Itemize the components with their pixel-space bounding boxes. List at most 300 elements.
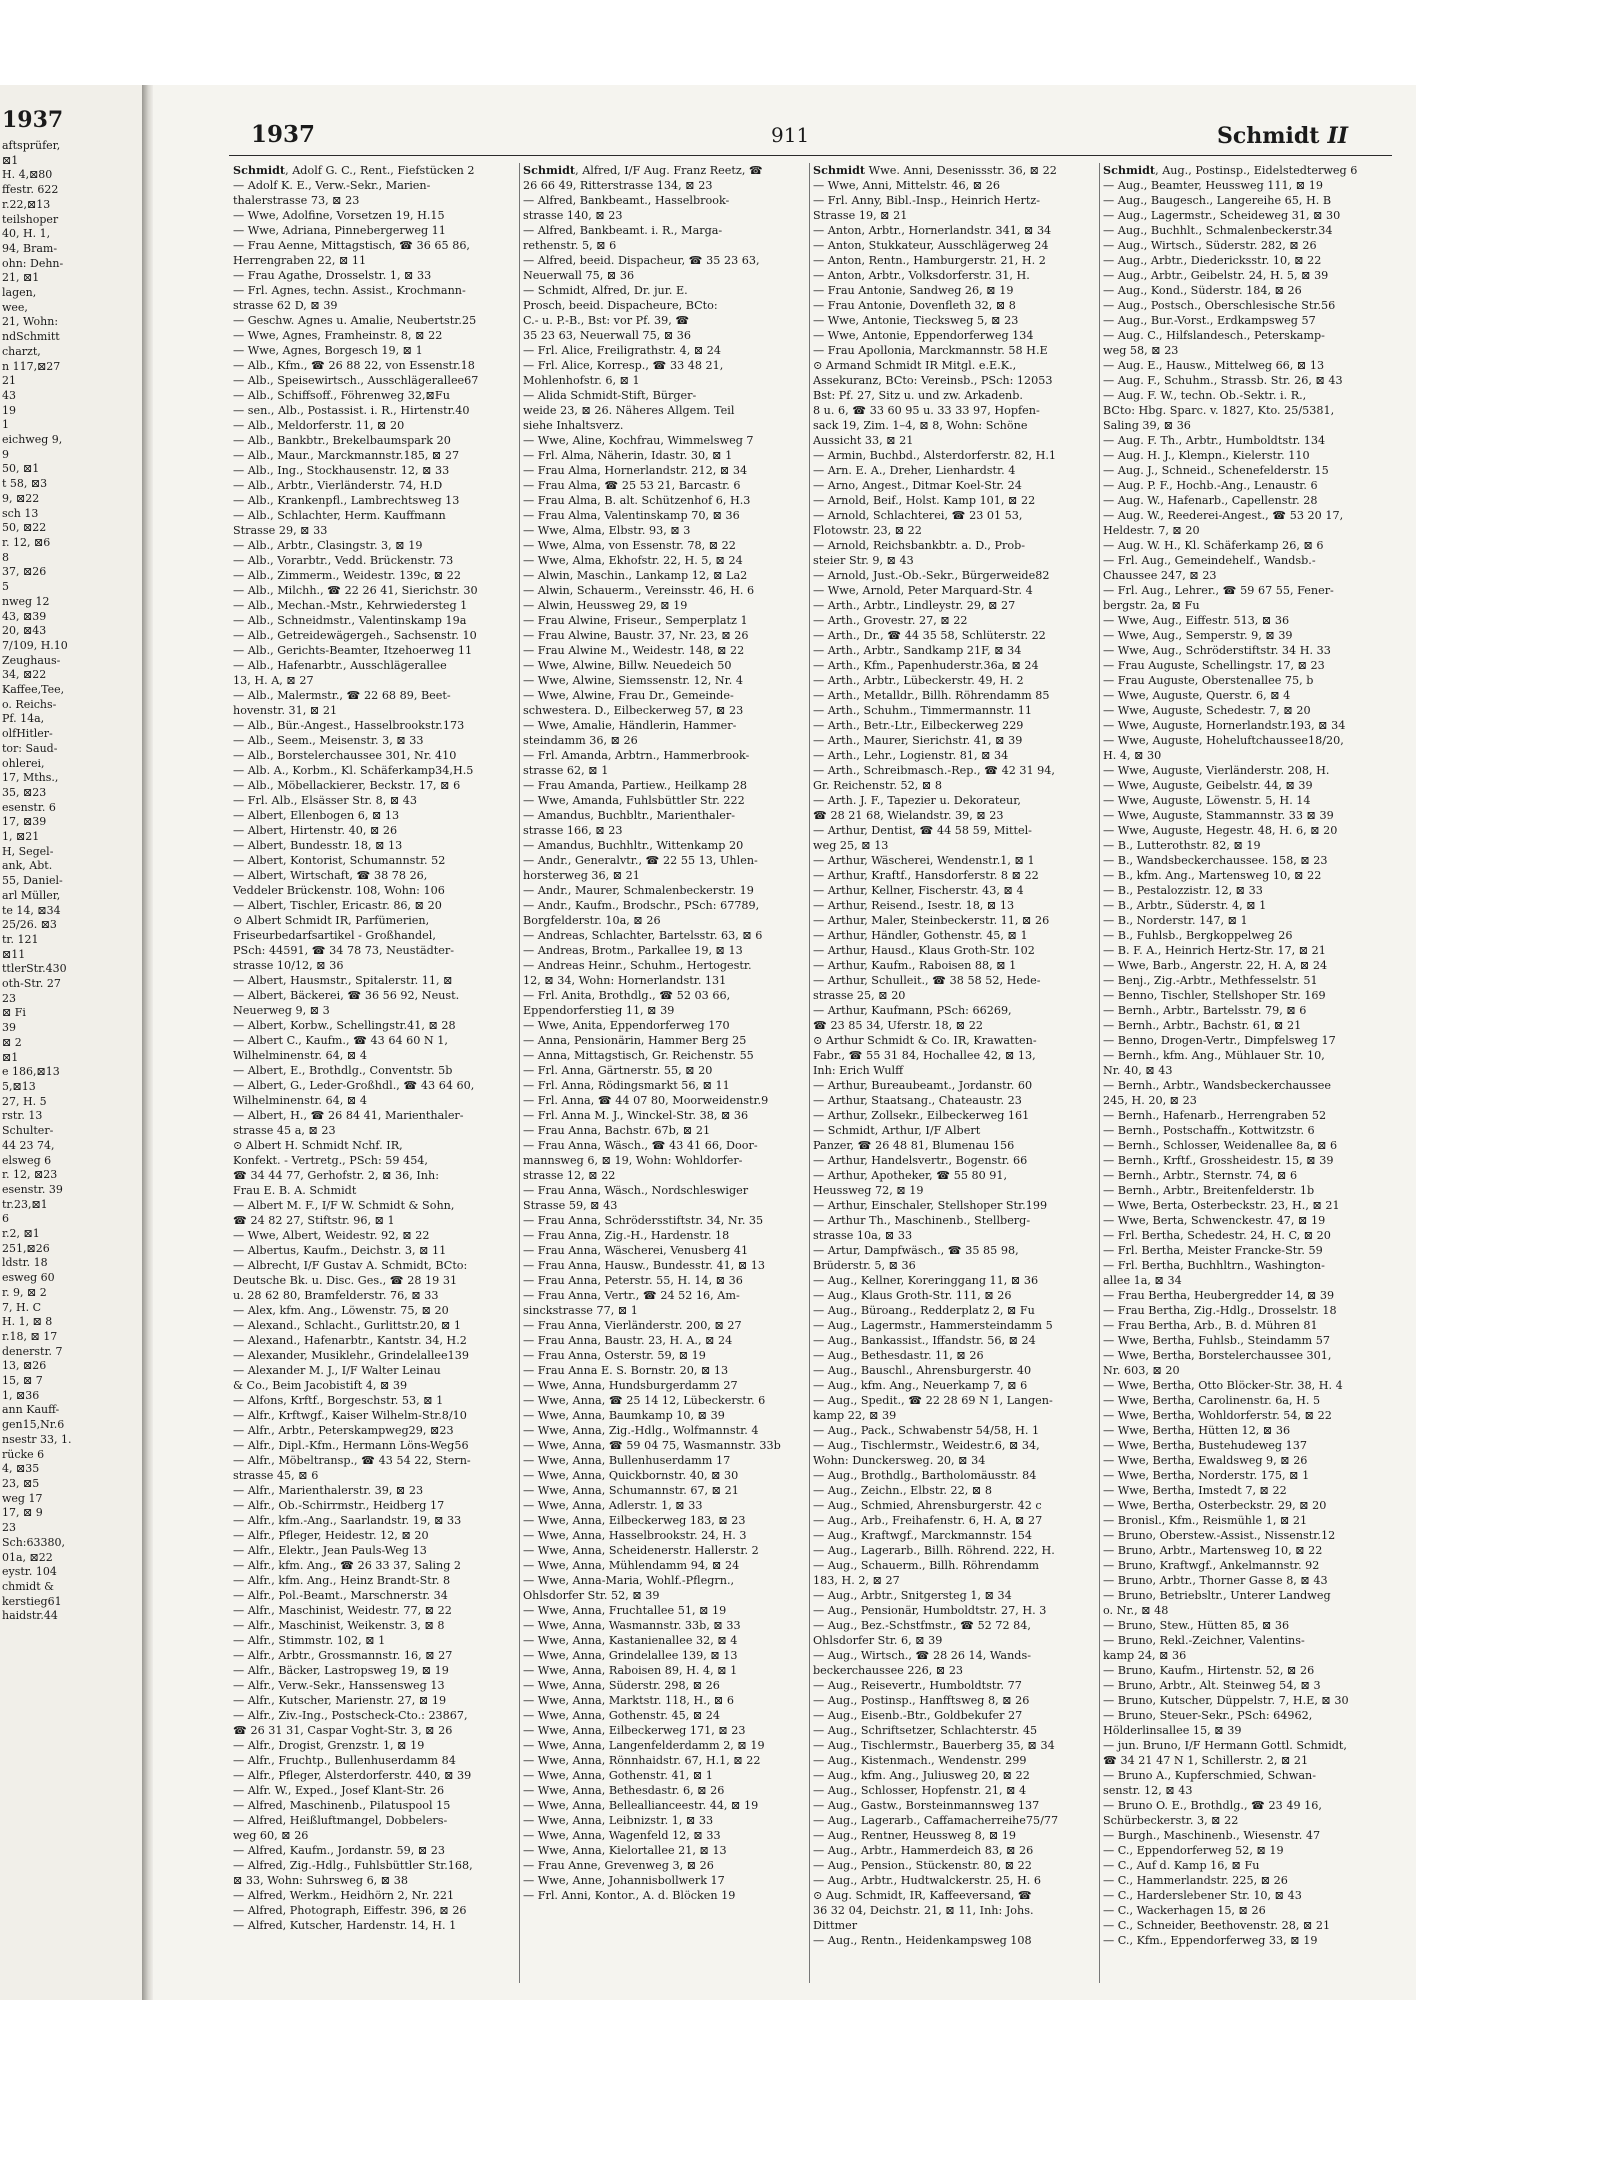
directory-entry: — Arth., Schuhm., Timmermannstr. 11 bbox=[813, 704, 1032, 717]
directory-entry: — Arthur, Schulleit., ☎ 38 58 52, Hede- bbox=[813, 974, 1041, 987]
directory-entry: Prosch, beeid. Dispacheure, BCto: bbox=[523, 299, 718, 312]
directory-entry: — Frl. Alma, Näherin, Idastr. 30, ⊠ 1 bbox=[523, 449, 733, 462]
directory-entry: — B., Wandsbeckerchaussee. 158, ⊠ 23 bbox=[1103, 854, 1328, 867]
directory-entry: — Wwe, Anna, Grindelallee 139, ⊠ 13 bbox=[523, 1649, 738, 1662]
directory-entry: — Frau Alma, Hornerlandstr. 212, ⊠ 34 bbox=[523, 464, 748, 477]
directory-entry: — Anna, Mittagstisch, Gr. Reichenstr. 55 bbox=[523, 1049, 754, 1062]
directory-entry: — Arthur, Bureaubeamt., Jordanstr. 60 bbox=[813, 1079, 1033, 1092]
directory-entry: — Andreas, Schlachter, Bartelsstr. 63, ⊠ 6 bbox=[523, 929, 763, 942]
directory-entry: — Frau Alwine M., Weidestr. 148, ⊠ 22 bbox=[523, 644, 745, 657]
directory-entry: PSch: 44591, ☎ 34 78 73, Neustädter- bbox=[233, 944, 455, 957]
directory-entry: — Artur, Dampfwäsch., ☎ 35 85 98, bbox=[813, 1244, 1019, 1257]
directory-entry: — Wwe, Anna, Gothenstr. 41, ⊠ 1 bbox=[523, 1769, 713, 1782]
previous-page-line: r.18, ⊠ 17 bbox=[2, 1329, 58, 1343]
previous-page-line: 9, ⊠22 bbox=[2, 491, 40, 505]
previous-page-line: 21, Wohn: bbox=[2, 315, 59, 329]
directory-entry: — Wwe, Adriana, Pinnebergerweg 11 bbox=[233, 224, 446, 237]
directory-entry: — Frl. Bertha, Schedestr. 24, H. C, ⊠ 20 bbox=[1103, 1229, 1331, 1242]
directory-entry: — Aug., Lagermstr., Scheideweg 31, ⊠ 30 bbox=[1103, 209, 1341, 222]
directory-entry: — Wwe, Auguste, Vierländerstr. 208, H. bbox=[1103, 764, 1330, 777]
previous-page-line: 55, Daniel- bbox=[2, 874, 63, 888]
directory-entry: — Aug., Lagerarb., Billh. Röhrend. 222, H. bbox=[813, 1544, 1055, 1557]
previous-page-line: 23, ⊠5 bbox=[2, 1476, 40, 1490]
directory-entry: — B., Arbtr., Süderstr. 4, ⊠ 1 bbox=[1103, 899, 1267, 912]
directory-entry: Dittmer bbox=[813, 1919, 858, 1932]
previous-page-line: 20, ⊠43 bbox=[2, 624, 47, 638]
previous-page-line: 15, ⊠ 7 bbox=[2, 1374, 43, 1388]
directory-entry: ☎ 26 31 31, Caspar Voght-Str. 3, ⊠ 26 bbox=[233, 1724, 453, 1737]
directory-entry: — Wwe, Anna, Hasselbrookstr. 24, H. 3 bbox=[523, 1529, 747, 1542]
directory-entry: — Alb., Zimmerm., Weidestr. 139c, ⊠ 22 bbox=[233, 569, 461, 582]
directory-entry: — Frau Anna, Peterstr. 55, H. 14, ⊠ 36 bbox=[523, 1274, 743, 1287]
directory-entry: — B., Lutterothstr. 82, ⊠ 19 bbox=[1103, 839, 1261, 852]
directory-entry: — Alb., Bankbtr., Brekelbaumspark 20 bbox=[233, 434, 451, 447]
directory-entry: Herrengraben 22, ⊠ 11 bbox=[233, 254, 367, 267]
directory-entry: — Frau Anna, Osterstr. 59, ⊠ 19 bbox=[523, 1349, 706, 1362]
previous-page-strip bbox=[0, 85, 142, 2000]
previous-page-line: 1, ⊠36 bbox=[2, 1388, 40, 1402]
directory-entry: kamp 22, ⊠ 39 bbox=[813, 1409, 897, 1422]
directory-entry: — Alfr., Bäcker, Lastropsweg 19, ⊠ 19 bbox=[233, 1664, 449, 1677]
directory-entry: — Albert C., Kaufm., ☎ 43 64 60 N 1, bbox=[233, 1034, 448, 1047]
directory-entry: — Wwe, Alwine, Siemssenstr. 12, Nr. 4 bbox=[523, 674, 744, 687]
directory-entry: — Alfr., Marienthalerstr. 39, ⊠ 23 bbox=[233, 1484, 424, 1497]
directory-entry: — Frl. Bertha, Meister Francke-Str. 59 bbox=[1103, 1244, 1323, 1257]
directory-entry: — Wwe, Bertha, Norderstr. 175, ⊠ 1 bbox=[1103, 1469, 1310, 1482]
directory-entry: — Bruno, Rekl.-Zeichner, Valentins- bbox=[1103, 1634, 1305, 1647]
directory-entry: — Wwe, Agnes, Framheinstr. 8, ⊠ 22 bbox=[233, 329, 443, 342]
previous-page-line: 17, Mths., bbox=[2, 771, 59, 785]
directory-entry: — Andr., Generalvtr., ☎ 22 55 13, Uhlen- bbox=[523, 854, 758, 867]
directory-entry: C.- u. P.-B., Bst: vor Pf. 39, ☎ bbox=[523, 314, 690, 327]
directory-entry: — Alexand., Schlacht., Gurlittstr.20, ⊠ 1 bbox=[233, 1319, 461, 1332]
previous-page-line: haidstr.44 bbox=[2, 1609, 58, 1623]
directory-entry: — Aug., Lagermstr., Hammersteindamm 5 bbox=[813, 1319, 1053, 1332]
directory-entry: — Alfr., Pol.-Beamt., Marschnerstr. 34 bbox=[233, 1589, 448, 1602]
directory-entry: Schürbeckerstr. 3, ⊠ 22 bbox=[1103, 1814, 1239, 1827]
directory-entry: — Arthur, Wäscherei, Wendenstr.1, ⊠ 1 bbox=[813, 854, 1035, 867]
previous-page-line: oth-Str. 27 bbox=[2, 977, 61, 991]
directory-entry: — Frl. Anni, Kontor., A. d. Blöcken 19 bbox=[523, 1889, 736, 1902]
directory-column-1 bbox=[229, 163, 519, 1983]
directory-entry: — Wwe, Anna, Belleallianceestr. 44, ⊠ 19 bbox=[523, 1799, 759, 1812]
previous-page-line: 251,⊠26 bbox=[2, 1241, 50, 1255]
directory-entry: — Alfred, Kaufm., Jordanstr. 59, ⊠ 23 bbox=[233, 1844, 446, 1857]
directory-entry: — Albert, Kontorist, Schumannstr. 52 bbox=[233, 854, 446, 867]
directory-entry: Wohn: Dunckersweg. 20, ⊠ 34 bbox=[813, 1454, 986, 1467]
previous-page-line: nsestr 33, 1. bbox=[2, 1432, 72, 1446]
directory-entry: — Arth., Arbtr., Lindleystr. 29, ⊠ 27 bbox=[813, 599, 1016, 612]
directory-entry: — Wwe, Anna, Raboisen 89, H. 4, ⊠ 1 bbox=[523, 1664, 738, 1677]
directory-entry: — Alb., Malermstr., ☎ 22 68 89, Beet- bbox=[233, 689, 451, 702]
directory-entry: — Aug., kfm. Ang., Neuerkamp 7, ⊠ 6 bbox=[813, 1379, 1028, 1392]
directory-entry: — Frau Anna, Wäscherei, Venusberg 41 bbox=[523, 1244, 749, 1257]
previous-page-line: aftsprüfer, bbox=[2, 139, 61, 152]
directory-entry: Aussicht 33, ⊠ 21 bbox=[813, 434, 914, 447]
directory-entry: — Alb., Hafenarbtr., Ausschlägerallee bbox=[233, 659, 447, 672]
directory-entry: Neuerwall 75, ⊠ 36 bbox=[523, 269, 635, 282]
previous-page-line: 1 bbox=[2, 418, 9, 432]
directory-entry: — Bernh., Arbtr., Breitenfelderstr. 1b bbox=[1103, 1184, 1315, 1197]
directory-entry: — Wwe, Anna, Adlerstr. 1, ⊠ 33 bbox=[523, 1499, 703, 1512]
directory-entry: — Aug., Spedit., ☎ 22 28 69 N 1, Langen- bbox=[813, 1394, 1053, 1407]
previous-page-line: H, Segel- bbox=[2, 844, 54, 858]
directory-entry: — Frau Alwine, Baustr. 37, Nr. 23, ⊠ 26 bbox=[523, 629, 749, 642]
previous-page-line: 1, ⊠21 bbox=[2, 830, 40, 844]
directory-entry: — Frl. Aug., Gemeindehelf., Wandsb.- bbox=[1103, 554, 1316, 567]
directory-entry: — Arth., Dr., ☎ 44 35 58, Schlüterstr. 22 bbox=[813, 629, 1046, 642]
directory-entry: — Wwe, Alma, Ekhofstr. 22, H. 5, ⊠ 24 bbox=[523, 554, 743, 567]
directory-entry: — Alb., Gerichts-Beamter, Itzehoerweg 11 bbox=[233, 644, 473, 657]
directory-entry: — Arthur, Kaufm., Raboisen 88, ⊠ 1 bbox=[813, 959, 1017, 972]
directory-entry: — Bernh., Hafenarb., Herrengraben 52 bbox=[1103, 1109, 1327, 1122]
directory-entry: — Bruno O. E., Brothdlg., ☎ 23 49 16, bbox=[1103, 1799, 1322, 1812]
directory-entry: — Wwe, Bertha, Hütten 12, ⊠ 36 bbox=[1103, 1424, 1291, 1437]
previous-page-line: 5,⊠13 bbox=[2, 1080, 36, 1093]
directory-entry: strasse 45, ⊠ 6 bbox=[233, 1469, 319, 1482]
directory-entry: strasse 166, ⊠ 23 bbox=[523, 824, 623, 837]
previous-page-line: ndSchmitt bbox=[2, 330, 60, 344]
previous-page-line: weg 17 bbox=[2, 1491, 43, 1505]
previous-page-line: te 14, ⊠34 bbox=[2, 903, 61, 917]
directory-entry: — sen., Alb., Postassist. i. R., Hirtenstr.40 bbox=[233, 404, 470, 417]
previous-page-line: ann Kauff- bbox=[2, 1403, 60, 1417]
directory-entry: 13, H. A, ⊠ 27 bbox=[233, 674, 314, 687]
directory-entry: — Wwe, Anna, Fruchtallee 51, ⊠ 19 bbox=[523, 1604, 727, 1617]
directory-entry: 12, ⊠ 34, Wohn: Hornerlandstr. 131 bbox=[523, 974, 727, 987]
directory-entry: — Wwe, Alma, Elbstr. 93, ⊠ 3 bbox=[523, 524, 691, 537]
directory-entry: — C., Schneider, Beethovenstr. 28, ⊠ 21 bbox=[1103, 1919, 1331, 1932]
directory-entry: — Arth., Grovestr. 27, ⊠ 22 bbox=[813, 614, 968, 627]
directory-entry: strasse 62 D, ⊠ 39 bbox=[233, 299, 338, 312]
previous-page-line: 40, H. 1, bbox=[2, 227, 51, 241]
directory-entry: — Wwe, Aug., Schröderstiftstr. 34 H. 33 bbox=[1103, 644, 1331, 657]
directory-entry: kamp 24, ⊠ 36 bbox=[1103, 1649, 1187, 1662]
directory-entry: — Wwe, Anna, Mühlendamm 94, ⊠ 24 bbox=[523, 1559, 740, 1572]
directory-entry: Eppendorferstieg 11, ⊠ 39 bbox=[523, 1004, 675, 1017]
directory-entry: strasse 45 a, ⊠ 23 bbox=[233, 1124, 336, 1137]
directory-entry: — Wwe, Anna, Schumannstr. 67, ⊠ 21 bbox=[523, 1484, 739, 1497]
directory-entry: — Arthur, Apotheker, ☎ 55 80 91, bbox=[813, 1169, 1008, 1182]
previous-page-line: 44 23 74, bbox=[2, 1138, 55, 1152]
directory-entry: — Wwe, Anna, Gothenstr. 45, ⊠ 24 bbox=[523, 1709, 721, 1722]
directory-entry: — Alfr., Pfleger, Alsterdorferstr. 440, ⊠ 39 bbox=[233, 1769, 472, 1782]
previous-page-line: chmidt & bbox=[2, 1579, 54, 1593]
directory-entry: — Wwe, Anita, Eppendorferweg 170 bbox=[523, 1019, 730, 1032]
directory-entry: — Alb., Milchh., ☎ 22 26 41, Sierichstr. 30 bbox=[233, 584, 478, 597]
directory-entry: beckerchaussee 226, ⊠ 23 bbox=[813, 1664, 964, 1677]
directory-entry: — Alfr., Dipl.-Kfm., Hermann Löns-Weg56 bbox=[233, 1439, 469, 1452]
header-part: II bbox=[1327, 123, 1349, 149]
directory-entry: — Frl. Alice, Korresp., ☎ 33 48 21, bbox=[523, 359, 724, 372]
directory-entry: senstr. 12, ⊠ 43 bbox=[1103, 1784, 1193, 1797]
directory-entry: — Wwe, Berta, Osterbeckstr. 23, H., ⊠ 21 bbox=[1103, 1199, 1340, 1212]
directory-entry: — Andreas Heinr., Schuhm., Hertogestr. bbox=[523, 959, 752, 972]
directory-entry: — Bronisl., Kfm., Reismühle 1, ⊠ 21 bbox=[1103, 1514, 1308, 1527]
previous-page-line: esenstr. 39 bbox=[2, 1182, 63, 1196]
previous-page-line: r. 12, ⊠23 bbox=[2, 1168, 58, 1182]
directory-entry: — Albert, H., ☎ 26 84 41, Marienthaler- bbox=[233, 1109, 464, 1122]
directory-entry: Schmidt, Aug., Postinsp., Eidelstedterweg 6 bbox=[1103, 163, 1358, 177]
directory-entry: weg 60, ⊠ 26 bbox=[233, 1829, 309, 1842]
directory-entry: — Alb., Krankenpfl., Lambrechtsweg 13 bbox=[233, 494, 460, 507]
directory-entry: Konfekt. - Vertretg., PSch: 59 454, bbox=[233, 1154, 428, 1167]
directory-entry: — Albert, Hausmstr., Spitalerstr. 11, ⊠ bbox=[233, 974, 453, 987]
directory-entry: — Arthur Th., Maschinenb., Stellberg- bbox=[813, 1214, 1031, 1227]
directory-entry: — Aug., Baugesch., Langereihe 65, H. B bbox=[1103, 194, 1332, 207]
directory-entry: — Alfr., Maschinist, Weidestr. 77, ⊠ 22 bbox=[233, 1604, 452, 1617]
directory-entry: — Frau Anna, Wäsch., ☎ 43 41 66, Door- bbox=[523, 1139, 758, 1152]
directory-entry: sack 19, Zim. 1–4, ⊠ 8, Wohn: Schöne bbox=[813, 419, 1028, 432]
directory-column-3 bbox=[809, 163, 1099, 1983]
directory-entry: — Frl. Anna, Gärtnerstr. 55, ⊠ 20 bbox=[523, 1064, 713, 1077]
directory-entry: — Wwe, Anna, Marktstr. 118, H., ⊠ 6 bbox=[523, 1694, 734, 1707]
directory-entry: — Frl. Aug., Lehrer., ☎ 59 67 55, Fener- bbox=[1103, 584, 1334, 597]
directory-entry: — Bernh., Arbtr., Bartelsstr. 79, ⊠ 6 bbox=[1103, 1004, 1307, 1017]
previous-page-line: 23 bbox=[2, 991, 16, 1005]
directory-entry: H. 4, ⊠ 30 bbox=[1103, 749, 1162, 762]
directory-entry: — Bernh., kfm. Ang., Mühlauer Str. 10, bbox=[1103, 1049, 1325, 1062]
directory-entry: — Alb., Borstelerchaussee 301, Nr. 410 bbox=[233, 749, 457, 762]
directory-entry: ☎ 34 21 47 N 1, Schillerstr. 2, ⊠ 21 bbox=[1103, 1754, 1309, 1767]
directory-entry: — Aug., Gastw., Borsteinmannsweg 137 bbox=[813, 1799, 1040, 1812]
previous-page-line: r. 9, ⊠ 2 bbox=[2, 1285, 47, 1299]
previous-page-line: r.22,⊠13 bbox=[2, 197, 51, 211]
directory-entry: — Arth., Maurer, Sierichstr. 41, ⊠ 39 bbox=[813, 734, 1023, 747]
previous-page-line: tr.23,⊠1 bbox=[2, 1197, 48, 1211]
directory-entry: — Anton, Arbtr., Volksdorferstr. 31, H. bbox=[813, 269, 1030, 282]
directory-entry: — Albert, Korbw., Schellingstr.41, ⊠ 28 bbox=[233, 1019, 456, 1032]
directory-entry: — Anton, Stukkateur, Ausschlägerweg 24 bbox=[813, 239, 1049, 252]
directory-entry: — Aug., Kellner, Koreringgang 11, ⊠ 36 bbox=[813, 1274, 1039, 1287]
directory-entry: — Wwe, Auguste, Schedestr. 7, ⊠ 20 bbox=[1103, 704, 1311, 717]
previous-page-line: r. 12, ⊠6 bbox=[2, 535, 51, 549]
previous-page-line: 27, H. 5 bbox=[2, 1094, 47, 1108]
directory-entry: ⊙ Arthur Schmidt & Co. IR, Krawatten- bbox=[813, 1034, 1037, 1047]
directory-entry: 35 23 63, Neuerwall 75, ⊠ 36 bbox=[523, 329, 691, 342]
directory-entry: 245, H. 20, ⊠ 23 bbox=[1103, 1094, 1197, 1107]
previous-page-line: tr. 121 bbox=[2, 932, 39, 946]
directory-entry: Flotowstr. 23, ⊠ 22 bbox=[813, 524, 922, 537]
directory-entry: — Frl. Alice, Freiligrathstr. 4, ⊠ 24 bbox=[523, 344, 721, 357]
previous-page-line: ⊠1 bbox=[2, 1050, 19, 1064]
directory-entry: — Arthur, Reisend., Isestr. 18, ⊠ 13 bbox=[813, 899, 1015, 912]
previous-page-line: arl Müller, bbox=[2, 888, 61, 902]
directory-entry: — Wwe, Auguste, Hegestr. 48, H. 6, ⊠ 20 bbox=[1103, 824, 1338, 837]
directory-entry: — Alfred, Photograph, Eiffestr. 396, ⊠ 26 bbox=[233, 1904, 467, 1917]
directory-entry: — Alfred, beeid. Dispacheur, ☎ 35 23 63, bbox=[523, 254, 760, 267]
directory-entry: — Frau Agathe, Drosselstr. 1, ⊠ 33 bbox=[233, 269, 432, 282]
directory-entry: — Alfr., Pfleger, Heidestr. 12, ⊠ 20 bbox=[233, 1529, 429, 1542]
directory-entry: — Alfr., kfm. Ang., Heinz Brandt-Str. 8 bbox=[233, 1574, 451, 1587]
directory-entry: — Wwe, Auguste, Querstr. 6, ⊠ 4 bbox=[1103, 689, 1291, 702]
directory-entry: Brüderstr. 5, ⊠ 36 bbox=[813, 1259, 916, 1272]
previous-page-line: denerstr. 7 bbox=[2, 1344, 63, 1358]
directory-entry: — Aug., Bethesdastr. 11, ⊠ 26 bbox=[813, 1349, 984, 1362]
directory-entry: — Wwe, Antonie, Eppendorferweg 134 bbox=[813, 329, 1034, 342]
directory-entry: — Aug., Bauschl., Ahrensburgerstr. 40 bbox=[813, 1364, 1032, 1377]
directory-entry: — Frau Anna, Hausw., Bundesstr. 41, ⊠ 13 bbox=[523, 1259, 765, 1272]
directory-entry: — Arthur, Händler, Gothenstr. 45, ⊠ 1 bbox=[813, 929, 1028, 942]
directory-entry: — Adolf K. E., Verw.-Sekr., Marien- bbox=[233, 179, 431, 192]
directory-entry: — Wwe, Anna, Eilbeckerweg 171, ⊠ 23 bbox=[523, 1724, 746, 1737]
directory-entry: BCto: Hbg. Sparc. v. 1827, Kto. 25/5381, bbox=[1103, 404, 1335, 417]
directory-entry: — Arthur, Maler, Steinbeckerstr. 11, ⊠ 26 bbox=[813, 914, 1050, 927]
directory-entry: — Alb., Bür.-Angest., Hasselbrookstr.173 bbox=[233, 719, 465, 732]
directory-entry: — Arn. E. A., Dreher, Lienhardstr. 4 bbox=[813, 464, 1016, 477]
previous-page-line: ffestr. 622 bbox=[2, 183, 59, 197]
previous-page-line: rücke 6 bbox=[2, 1447, 45, 1461]
directory-entry: — Albert, Hirtenstr. 40, ⊠ 26 bbox=[233, 824, 398, 837]
directory-entry: — Alfr., Ob.-Schirrmstr., Heidberg 17 bbox=[233, 1499, 445, 1512]
directory-entry: — Alb., Vorarbtr., Vedd. Brückenstr. 73 bbox=[233, 554, 454, 567]
directory-entry: — Arthur, Zollsekr., Eilbeckerweg 161 bbox=[813, 1109, 1030, 1122]
directory-entry: — Wwe, Arnold, Peter Marquard-Str. 4 bbox=[813, 584, 1033, 597]
directory-entry: — Frau Apollonia, Marckmannstr. 58 H.E bbox=[813, 344, 1048, 357]
directory-entry: — Alwin, Schauerm., Vereinsstr. 46, H. 6 bbox=[523, 584, 755, 597]
directory-entry: Friseurbedarfsartikel - Großhandel, bbox=[233, 929, 436, 942]
directory-entry: — Aug., Rentn., Heidenkampsweg 108 bbox=[813, 1934, 1032, 1947]
previous-page-line: olfHitler- bbox=[2, 727, 53, 741]
directory-entry: — B. F. A., Heinrich Hertz-Str. 17, ⊠ 21 bbox=[1103, 944, 1326, 957]
directory-entry: — Alfr., kfm.-Ang., Saarlandstr. 19, ⊠ 33 bbox=[233, 1514, 462, 1527]
directory-entry: — Frau Alwine, Friseur., Semperplatz 1 bbox=[523, 614, 748, 627]
directory-entry: Wilhelminenstr. 64, ⊠ 4 bbox=[233, 1049, 367, 1062]
previous-page-line: ldstr. 18 bbox=[2, 1256, 48, 1270]
directory-entry: — Bruno, Steuer-Sekr., PSch: 64962, bbox=[1103, 1709, 1313, 1722]
directory-entry: — Arnold, Schlachterei, ☎ 23 01 53, bbox=[813, 509, 1023, 522]
directory-entry: — Arthur, Staatsang., Chateaustr. 23 bbox=[813, 1094, 1022, 1107]
directory-entry: ⊠ 33, Wohn: Suhrsweg 6, ⊠ 38 bbox=[233, 1874, 408, 1887]
previous-page-line: ohn: Dehn- bbox=[2, 256, 64, 270]
directory-entry: Nr. 40, ⊠ 43 bbox=[1103, 1064, 1173, 1077]
directory-entry: — Bruno, Oberstew.-Assist., Nissenstr.12 bbox=[1103, 1529, 1336, 1542]
previous-page-line: r.2, ⊠1 bbox=[2, 1227, 40, 1241]
directory-entry: — Andr., Kaufm., Brodschr., PSch: 67789, bbox=[523, 899, 760, 912]
directory-entry: — Aug., Arb., Freihafenstr. 6, H. A, ⊠ 27 bbox=[813, 1514, 1043, 1527]
directory-entry: — Albert, E., Brothdlg., Conventstr. 5b bbox=[233, 1064, 453, 1077]
directory-entry: — Albert, Bundesstr. 18, ⊠ 13 bbox=[233, 839, 403, 852]
directory-entry: — Wwe, Barb., Angerstr. 22, H. A, ⊠ 24 bbox=[1103, 959, 1328, 972]
previous-page-line: ⊠ Fi bbox=[2, 1006, 26, 1020]
directory-entry: — Amandus, Buchbltr., Marienthaler- bbox=[523, 809, 736, 822]
directory-entry: hovenstr. 31, ⊠ 21 bbox=[233, 704, 338, 717]
previous-page-line: 01a, ⊠22 bbox=[2, 1550, 53, 1564]
directory-entry: — Aug., Pensionär, Humboldtstr. 27, H. 3 bbox=[813, 1604, 1047, 1617]
directory-entry: — Frau Bertha, Heubergredder 14, ⊠ 39 bbox=[1103, 1289, 1335, 1302]
directory-entry: — Arth., Betr.-Ltr., Eilbeckerweg 229 bbox=[813, 719, 1024, 732]
previous-page-line: 17, ⊠ 9 bbox=[2, 1506, 43, 1520]
directory-entry: — Wwe, Anna, Baumkamp 10, ⊠ 39 bbox=[523, 1409, 725, 1422]
directory-entry: — Aug., Arbtr., Geibelstr. 24, H. 5, ⊠ 39 bbox=[1103, 269, 1329, 282]
directory-entry: Heussweg 72, ⊠ 19 bbox=[813, 1184, 924, 1197]
directory-entry: — Armin, Buchbd., Alsterdorferstr. 82, H.1 bbox=[813, 449, 1057, 462]
previous-page-line: 35, ⊠23 bbox=[2, 785, 47, 799]
directory-entry: 26 66 49, Ritterstrasse 134, ⊠ 23 bbox=[523, 179, 713, 192]
directory-entry: ☎ 23 85 34, Uferstr. 18, ⊠ 22 bbox=[813, 1019, 983, 1032]
directory-entry: — Alb., Möbellackierer, Beckstr. 17, ⊠ 6 bbox=[233, 779, 461, 792]
directory-entry: — Wwe, Anna, ☎ 25 14 12, Lübeckerstr. 6 bbox=[523, 1394, 766, 1407]
directory-entry: — Aug., Kraftwgf., Marckmannstr. 154 bbox=[813, 1529, 1033, 1542]
directory-entry: — Wwe, Berta, Schwenckestr. 47, ⊠ 19 bbox=[1103, 1214, 1326, 1227]
directory-entry: — Alwin, Heussweg 29, ⊠ 19 bbox=[523, 599, 688, 612]
directory-entry: — Aug., Arbtr., Hudtwalckerstr. 25, H. 6 bbox=[813, 1874, 1041, 1887]
directory-entry: — Bruno, Arbtr., Thorner Gasse 8, ⊠ 43 bbox=[1103, 1574, 1328, 1587]
directory-entry: weg 58, ⊠ 23 bbox=[1103, 344, 1179, 357]
previous-page-line: 8 bbox=[2, 550, 9, 564]
directory-entry: — Benj., Zig.-Arbtr., Methfesselstr. 51 bbox=[1103, 974, 1318, 987]
directory-entry: — Alb., Ing., Stockhausenstr. 12, ⊠ 33 bbox=[233, 464, 450, 477]
directory-entry: — Wwe, Anna, Kastanienallee 32, ⊠ 4 bbox=[523, 1634, 738, 1647]
directory-entry: Ohlsdorfer Str. 52, ⊠ 39 bbox=[523, 1589, 660, 1602]
directory-entry: — Arth., Arbtr., Lübeckerstr. 49, H. 2 bbox=[813, 674, 1024, 687]
directory-entry: — Aug., Bur.-Vorst., Erdkampsweg 57 bbox=[1103, 314, 1316, 327]
directory-entry: — Frau Antonie, Sandweg 26, ⊠ 19 bbox=[813, 284, 1014, 297]
previous-page-line: e 186,⊠13 bbox=[2, 1065, 60, 1079]
directory-entry: Strasse 29, ⊠ 33 bbox=[233, 524, 328, 537]
directory-entry: — Arth., Metalldr., Billh. Röhrendamm 85 bbox=[813, 689, 1050, 702]
directory-entry: — Frau Antonie, Dovenfleth 32, ⊠ 8 bbox=[813, 299, 1016, 312]
previous-page-line: ttlerStr.430 bbox=[2, 962, 67, 976]
previous-page-line: 7/109, H.10 bbox=[2, 638, 68, 652]
directory-entry: — Aug., Tischlermstr., Weidestr.6, ⊠ 34, bbox=[813, 1439, 1040, 1452]
directory-entry: ☎ 24 82 27, Stiftstr. 96, ⊠ 1 bbox=[233, 1214, 395, 1227]
directory-entry: — Alb., Maur., Marckmannstr.185, ⊠ 27 bbox=[233, 449, 460, 462]
directory-entry: weg 25, ⊠ 13 bbox=[813, 839, 889, 852]
directory-entry: thalerstrasse 73, ⊠ 23 bbox=[233, 194, 360, 207]
directory-entry: — Arth., Kfm., Papenhuderstr.36a, ⊠ 24 bbox=[813, 659, 1039, 672]
directory-entry: Panzer, ☎ 26 48 81, Blumenau 156 bbox=[813, 1139, 1015, 1152]
directory-entry: — Aug., Kond., Süderstr. 184, ⊠ 26 bbox=[1103, 284, 1302, 297]
directory-entry: — Alb., Schlachter, Herm. Kauffmann bbox=[233, 509, 446, 522]
directory-entry: — B., Fuhlsb., Bergkoppelweg 26 bbox=[1103, 929, 1293, 942]
directory-entry: Veddeler Brückenstr. 108, Wohn: 106 bbox=[233, 884, 445, 897]
directory-entry: — Aug. P. F., Hochb.-Ang., Lenaustr. 6 bbox=[1103, 479, 1318, 492]
directory-entry: — Wwe, Anna, Wasmannstr. 33b, ⊠ 33 bbox=[523, 1619, 741, 1632]
directory-entry: ⊙ Armand Schmidt IR Mitgl. e.E.K., bbox=[813, 359, 1017, 372]
directory-entry: — Wwe, Anna, Eilbeckerweg 183, ⊠ 23 bbox=[523, 1514, 746, 1527]
directory-entry: — Frl. Anny, Bibl.-Insp., Heinrich Hertz- bbox=[813, 194, 1041, 207]
directory-entry: — Aug. J., Schneid., Schenefelderstr. 15 bbox=[1103, 464, 1329, 477]
directory-entry: — Frau Amanda, Partiew., Heilkamp 28 bbox=[523, 779, 747, 792]
directory-entry: strasse 12, ⊠ 22 bbox=[523, 1169, 616, 1182]
directory-entry: — Aug., Brothdlg., Bartholomäusstr. 84 bbox=[813, 1469, 1037, 1482]
directory-entry: siehe Inhaltsverz. bbox=[523, 419, 624, 432]
directory-entry: — Alb., Schneidmstr., Valentinskamp 19a bbox=[233, 614, 467, 627]
previous-page-line: 7, H. C bbox=[2, 1300, 41, 1314]
directory-entry: ☎ 34 44 77, Gerhofstr. 2, ⊠ 36, Inh: bbox=[233, 1169, 439, 1182]
directory-entry: — Alexand., Hafenarbtr., Kantstr. 34, H.2 bbox=[233, 1334, 467, 1347]
directory-entry: — Arth. J. F., Tapezier u. Dekorateur, bbox=[813, 794, 1021, 807]
directory-entry: — Aug. F. W., techn. Ob.-Sektr. i. R., bbox=[1103, 389, 1307, 402]
directory-entry: — B., kfm. Ang., Martensweg 10, ⊠ 22 bbox=[1103, 869, 1322, 882]
page-number: 911 bbox=[771, 123, 810, 147]
directory-entry: — Arnold, Just.-Ob.-Sekr., Bürgerweide82 bbox=[813, 569, 1050, 582]
previous-page-year: 1937 bbox=[2, 107, 64, 133]
directory-entry: Assekuranz, BCto: Vereinsb., PSch: 12053 bbox=[813, 374, 1053, 387]
directory-entry: — Frl. Anna M. J., Winckel-Str. 38, ⊠ 36 bbox=[523, 1109, 749, 1122]
directory-entry: Nr. 603, ⊠ 20 bbox=[1103, 1364, 1180, 1377]
directory-entry: — Alb., Mechan.-Mstr., Kehrwiedersteg 1 bbox=[233, 599, 468, 612]
directory-entry: — Arthur, Kraftf., Hansdorferstr. 8 ⊠ 22 bbox=[813, 869, 1039, 882]
directory-entry: — Alfr., Verw.-Sekr., Hanssensweg 13 bbox=[233, 1679, 445, 1692]
previous-page-line: 17, ⊠39 bbox=[2, 815, 47, 829]
directory-entry: — Wwe, Antonie, Tiecksweg 5, ⊠ 23 bbox=[813, 314, 1019, 327]
directory-entry: — Wwe, Aline, Kochfrau, Wimmelsweg 7 bbox=[523, 434, 754, 447]
directory-entry: — Bernh., Postschaffn., Kottwitzstr. 6 bbox=[1103, 1124, 1315, 1137]
directory-entry: Gr. Reichenstr. 52, ⊠ 8 bbox=[813, 779, 942, 792]
directory-entry: — Wwe, Bertha, Carolinenstr. 6a, H. 5 bbox=[1103, 1394, 1321, 1407]
